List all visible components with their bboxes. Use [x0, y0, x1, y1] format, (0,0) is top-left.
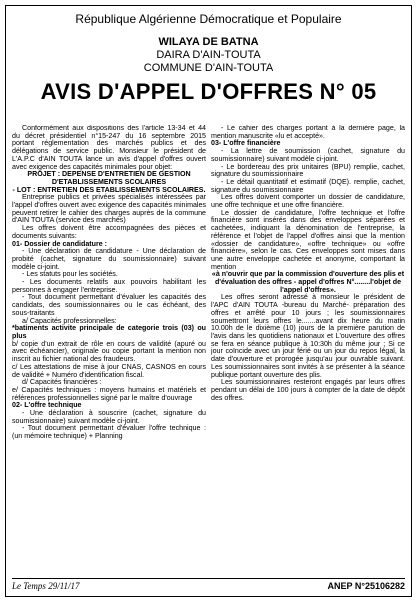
paragraph: *batiments activite principale de categorie trois (03) ou plus: [12, 324, 206, 340]
paragraph: Les offres seront adressé à monsieur le président de l'APC d'AIN TOUTA -bureau du Marché- préparation des offres et arrêté pour 10 jours ; les soumissionnaires soumettront leurs offres le.......avant dix heure du matin 10.00h de le dixième (10) jours de la première parution de l'avis dans les quotidiens nationaux et L'ouverture des offres se fera en séance publique à 10:30h du même jour ; Si ce jour coïncide avec un jour férié ou un jour du repos légal, la date d'ouverture et prorogée jusqu'au jour ouvrable suivant. Les soumissionnaires sont invités à se présenter à la séance publique portant ouverture des plis.: [211, 293, 405, 379]
paragraph: e/ Capacités techniques : moyens humains et matériels et références professionnelles signé par le maître d'ouvrage: [12, 385, 206, 402]
notice-title: AVIS D'APPEL D'OFFRES N° 05: [40, 79, 377, 104]
paragraph: Les soumissionnaires resteront engagés par leurs offres pendant un délai de 100 jours à compter de la date de dépôt des offres.: [211, 378, 405, 402]
anep-reference: ANEP N°25106282: [327, 581, 405, 591]
paragraph: c/ Les attestations de mise à jour CNAS, CASNOS en cours de validité + Numéro d'identification fiscal.: [12, 362, 206, 379]
notice-body: [12, 125, 405, 580]
paragraph: - Le cahier des charges portant à la dernière page, la mention manuscrite «lu et accepté».: [211, 125, 405, 140]
right-column: [211, 125, 405, 580]
paragraph: Les offres doivent comporter un dossier de candidature, une offre technique et une offre financière.: [211, 193, 405, 210]
paragraph: - LOT : ENTRETIEN DES ETABLISSEMENTS SCOLAIRES.: [12, 185, 206, 194]
commune-line: COMMUNE D'AIN-TOUTA: [143, 62, 274, 74]
paragraph: «à n'ouvrir que par la commission d'ouverture des plis et d'évaluation des offres - appel d'offres N°........l'objet de l'appel d'offres».: [211, 270, 405, 294]
republic-line: République Algérienne Démocratique et Populaire: [75, 12, 342, 26]
newspaper-source: [12, 581, 80, 591]
paragraph: - La lettre de soumission (cachet, signature du soumissionnaire) suivant modèle ci-joint.: [211, 147, 405, 163]
paragraph: Les offres doivent être accompagnées des pièces et documents suivants:: [12, 224, 206, 240]
newspaper-name: Le Temps: [12, 581, 46, 591]
paragraph: - Le bordereau des prix unitaires (BPU) remplie, cachet, signature du soumissionnaire: [211, 162, 405, 179]
wilaya-line: WILAYA DE BATNA: [158, 36, 259, 48]
paragraph: 03- L'offre financière: [211, 139, 281, 148]
paragraph: Entreprise publics et privées spécialisés intéressées par l'appel d'offres ouvert avec exigence des capacités minimales peuvent retirer le cahier des charges auprès de la commune d'AIN TOUTA (service des marchés): [12, 193, 206, 225]
paragraph: - Tout document permettant d'évaluer l'offre technique : (un mémoire technique) + Planning: [12, 424, 206, 441]
paragraph: PROJET : DEPENSE D'ENTRETIEN DE GESTION D'ETABLISSEMENTS SCOLAIRES: [27, 170, 191, 186]
publication-date: 29/11/17: [48, 581, 80, 591]
tender-notice-page: [5, 5, 412, 597]
left-column: [12, 125, 206, 580]
paragraph: - Le détail quantitatif et estimatif (DQE). remplie, cachet, signature du soumissionnaire: [211, 177, 405, 194]
paragraph: b/ copie d'un extrait de rôle en cours de validité (apuré ou avec échéancier), originale ou copie portant la mention non inscrit au fichier national des fraudeurs.: [12, 339, 206, 364]
paragraph: - Une déclaration de candidature - Une déclaration de probité (cachet, signature du soumissionnaire) suivant modèle ci-joint.: [12, 247, 206, 271]
paragraph: 02- L'offre technique: [12, 401, 82, 410]
paragraph: - Les statuts pour les sociétés.: [22, 270, 118, 279]
paragraph: 01- Dossier de candidature :: [12, 239, 108, 248]
paragraph: - Une déclaration à souscrire (cachet, signature du soumissionnaire) suivant modèle ci-joint.: [12, 409, 206, 425]
paragraph: - Tout document permettant d'évaluer les capacités des candidats, des soumissionnaires ou le cas échéant, des sous-traitants: [12, 293, 206, 317]
paragraph: d/ Capacités financières :: [22, 378, 102, 387]
paragraph: Le dossier de candidature, l'offre technique et l'offre financière sont insérés dans des enveloppes séparées et cachetées, indiquant la dénomination de l'entreprise, la référence et l'objet de l'appel d'offres ainsi que la mention «dossier de candidature», «offre technique» ou «offre financière», selon le cas. Ces enveloppes sont mises dans une autre enveloppe cachetée et anonyme, comportant la mention: [211, 208, 405, 271]
paragraph: - Les documents relatifs aux pouvoirs habilitant les personnes à engager l'entreprise.: [12, 278, 206, 294]
paragraph: Conformément aux dispositions des l'article 13-34 et 44 du décret présidentiel n°15-247 du 16 septembre 2015 portant réglementation des marchés publics et des délégations de service public. Monsieur le président de L'A.P.C d'AIN TOUTA lance un avis d'appel d'offres ouvert avec exigence des capacités minimales pour objet:: [12, 125, 206, 171]
daira-line: DAIRA D'AIN-TOUTA: [156, 49, 261, 61]
paragraph: a/ Capacités professionnelles:: [22, 316, 117, 325]
notice-header: [6, 6, 411, 105]
notice-footer: [12, 578, 405, 593]
